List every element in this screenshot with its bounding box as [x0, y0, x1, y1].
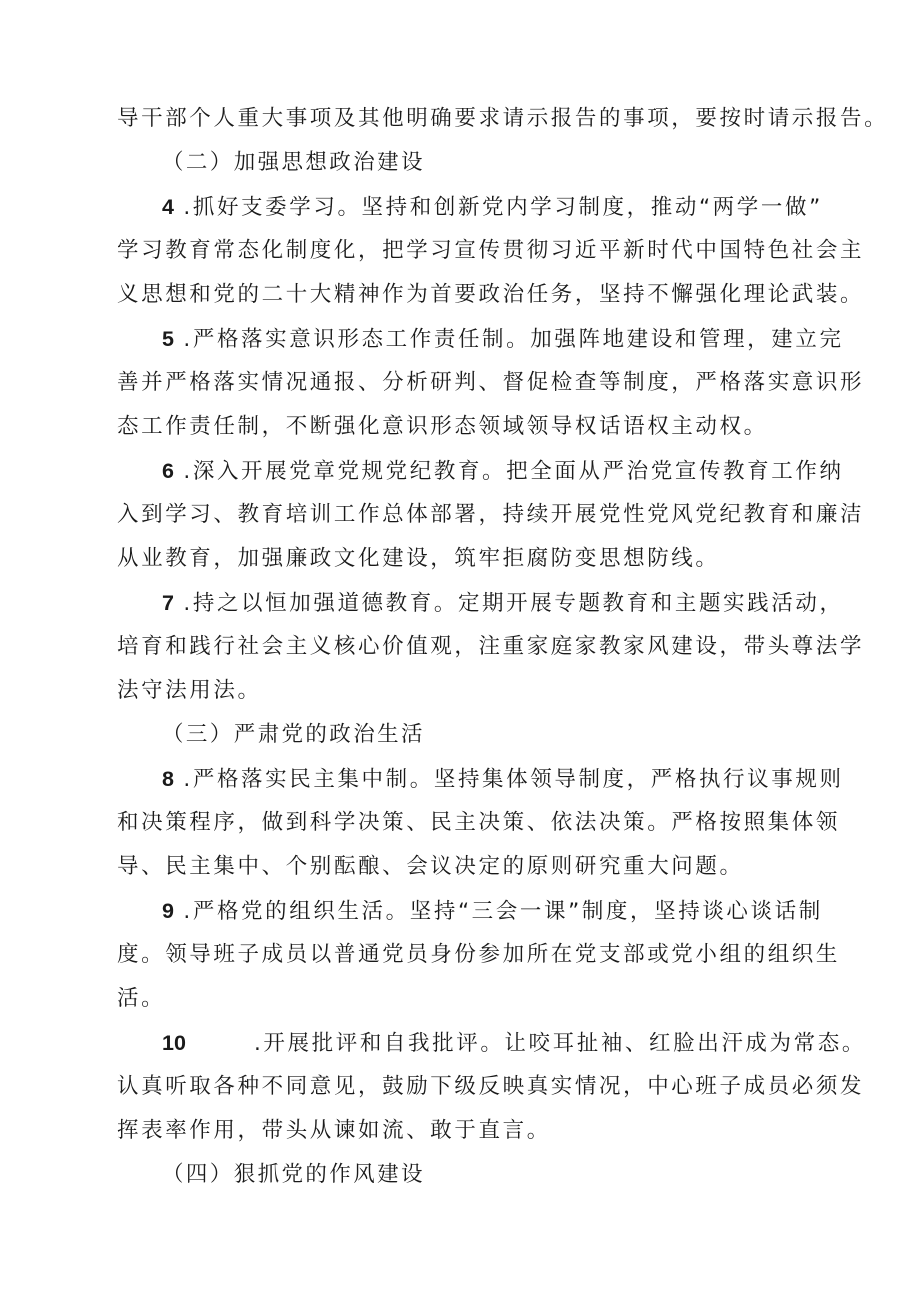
section-heading-4: （四）狠抓党的作风建设: [162, 1162, 425, 1187]
section-heading-3: （三）严肃党的政治生活: [162, 722, 425, 747]
paragraph-line: 导、民主集中、个别酝酿、会议决定的原则研究重大问题。: [117, 854, 744, 879]
item-10-line: 10 .开展批评和自我批评。让咬耳扯袖、红脸出汗成为常态。: [162, 1028, 920, 1059]
paragraph-line: 态工作责任制，不断强化意识形态领域领导权话语权主动权。: [117, 414, 768, 439]
item-6-line: 6 .深入开展党章党规党纪教育。把全面从严治党宣传教育工作纳: [162, 459, 844, 484]
item-number: 6: [162, 459, 174, 483]
paragraph-line: 义思想和党的二十大精神作为首要政治任务，坚持不懈强化理论武装。: [117, 282, 865, 307]
item-number: 9: [162, 899, 174, 923]
item-number: 7: [162, 591, 174, 615]
paragraph-line: 善并严格落实情况通报、分析研判、督促检查等制度，严格落实意识形: [117, 370, 865, 395]
item-7-line: 7 .持之以恒加强道德教育。定期开展专题教育和主题实践活动，: [162, 591, 844, 616]
item-8-line: 8 .严格落实民主集中制。坚持集体领导制度，严格执行议事规则: [162, 767, 844, 792]
paragraph-line: 挥表率作用，带头从谏如流、敢于直言。: [117, 1118, 551, 1143]
paragraph-line: 导干部个人重大事项及其他明确要求请示报告的事项，要按时请示报告。: [117, 106, 889, 131]
paragraph-line: 法守法用法。: [117, 678, 262, 703]
item-number: 5: [162, 327, 174, 351]
item-4-line: 4 .抓好支委学习。坚持和创新党内学习制度，推动“两学一做”: [162, 195, 823, 220]
item-number: 8: [162, 767, 174, 791]
item-5-line: 5 .严格落实意识形态工作责任制。加强阵地建设和管理，建立完: [162, 327, 844, 352]
paragraph-line: 认真听取各种不同意见，鼓励下级反映真实情况，中心班子成员必须发: [117, 1074, 865, 1099]
item-number: 4: [162, 195, 174, 219]
paragraph-line: 度。领导班子成员以普通党员身份参加所在党支部或党小组的组织生: [117, 942, 841, 967]
paragraph-line: 培育和践行社会主义核心价值观，注重家庭家教家风建设，带头尊法学: [117, 634, 865, 659]
item-9-line: 9 .严格党的组织生活。坚持“三会一课”制度，坚持谈心谈话制: [162, 899, 823, 924]
paragraph-line: 入到学习、教育培训工作总体部署，持续开展党性党风党纪教育和廉洁: [117, 502, 865, 527]
section-heading-2: （二）加强思想政治建设: [162, 150, 425, 175]
item-number: 10: [162, 1031, 186, 1055]
paragraph-line: 和决策程序，做到科学决策、民主决策、依法决策。严格按照集体领: [117, 810, 841, 835]
paragraph-line: 活。: [117, 986, 166, 1011]
paragraph-line: 学习教育常态化制度化，把学习宣传贯彻习近平新时代中国特色社会主: [117, 238, 865, 263]
paragraph-line: 从业教育，加强廉政文化建设，筑牢拒腐防变思想防线。: [117, 546, 720, 571]
